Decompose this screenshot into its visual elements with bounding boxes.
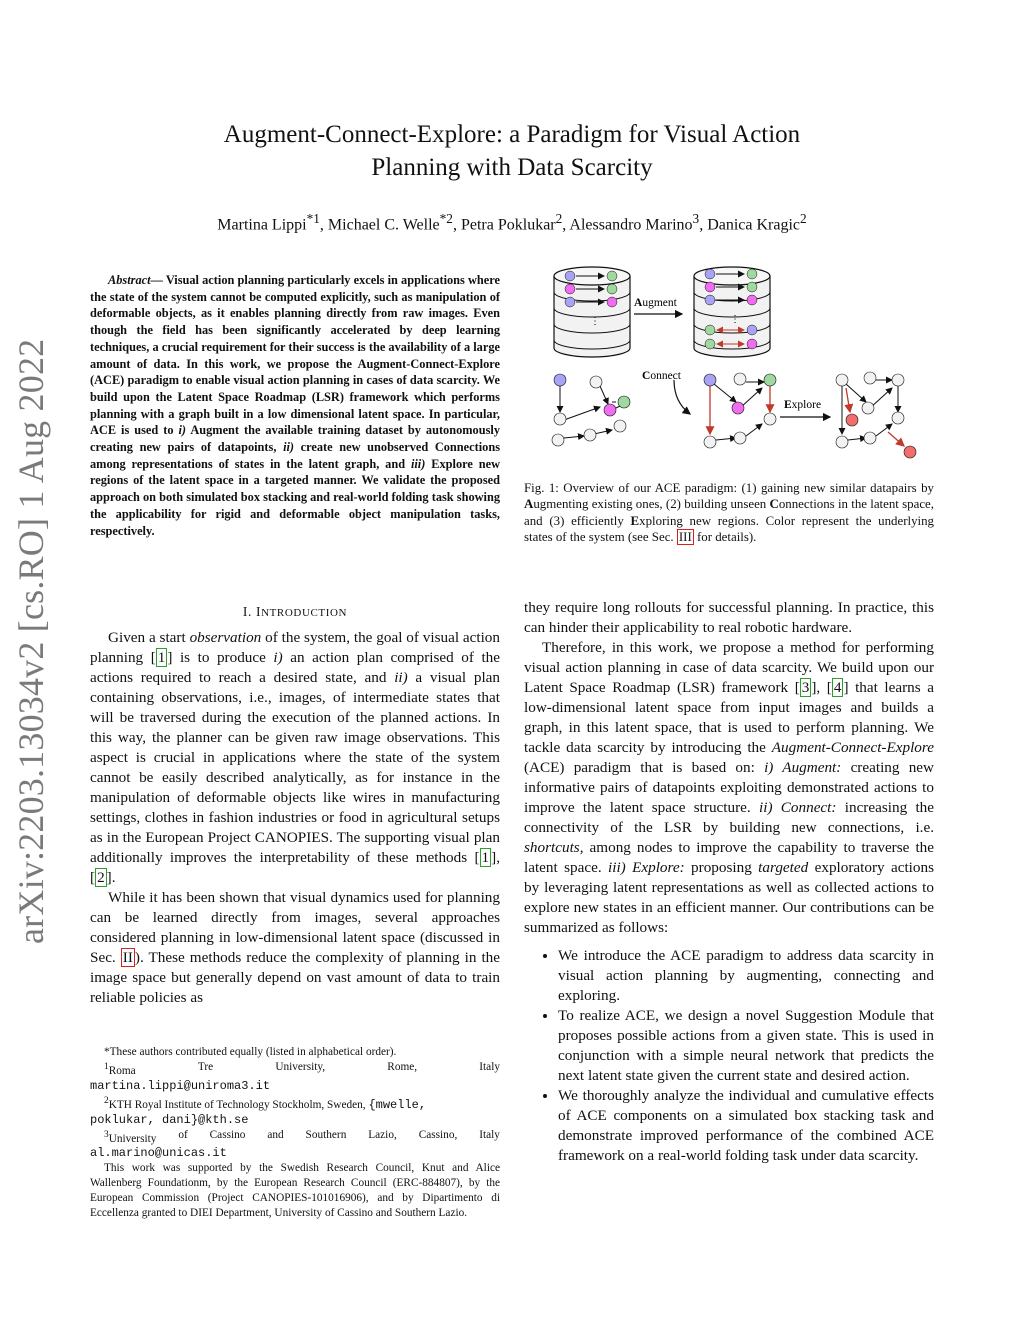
citation-link[interactable]: 3: [801, 679, 810, 696]
svg-text:⋮: ⋮: [730, 314, 740, 325]
author: Petra Poklukar: [460, 216, 556, 234]
connect-arrow: [674, 380, 690, 414]
footnotes: *These authors contributed equally (listed in alphabetical order). $^1$Roma Tre University, Rome, Italy martina.lippi@uniroma3.it $^2$KTH Royal Institute of Technology Stockholm, Sweden, {mwelle, poklukar, dani}@kth.se $^3$University of Cassino and Southern Lazio, Cassino, Italy al.marino@unicas.it This work was supported by the Swedish Research Council, Knut and Alice Wallenberg Foundationm, by the European Research Council (ERC-884807), by the European Commission (Project CANOPIES-101016906), and by Dipartimento di Eccellenza granted to DIEI Department, University of Cassino and Southern Lazio.: [90, 1046, 500, 1220]
section-link[interactable]: III: [678, 530, 692, 545]
abstract: Abstract— Visual action planning particularly excels in applications where the state of the system cannot be computed explicitly, such as manipulation of deformable objects, as it enables planning directly from raw images. Even though the field has been significantly accelerated by deep learning techniques, a crucial requirement for their success is the availability of a large amount of data. In this work, we propose the Augment-Connect-Explore (ACE) paradigm to enable visual action planning in cases of data scarcity. We build upon the Latent Space Roadmap (LSR) framework which performs planning with a graph built in a low dimensional latent space. In particular, ACE is used to i) Augment the available training dataset by autonomously creating new pairs of datapoints, ii) create new unobserved Connections among representations of states in the latent graph, and iii) Explore new regions of the latent space in a targeted manner. We validate the proposed approach on both simulated box stacking and real-world folding task showing the applicability for rigid and deformable object manipulation tasks, respectively.: [90, 273, 500, 538]
citation-link[interactable]: 2: [97, 869, 105, 886]
paper-title: [0, 118, 1024, 184]
section-link[interactable]: II: [122, 949, 133, 966]
email[interactable]: al.marino@unicas.it: [90, 1146, 227, 1161]
list-item: • We thoroughly analyze the individual and cumulative effects of ACE components on a simulated box stacking task and demonstrate improved performance of the combined ACE framework on a real-world folding task under data scarcity.: [558, 1086, 934, 1166]
title-line-2: Planning with Data Scarcity: [371, 154, 653, 181]
list-item: • We introduce the ACE paradigm to address data scarcity in visual action planning by augmenting, connecting and exploring.: [558, 946, 934, 1006]
email[interactable]: poklukar, dani}@kth.se: [90, 1112, 249, 1127]
figure-caption: Fig. 1: Overview of our ACE paradigm: (1) gaining new similar datapairs by Augmenting existing ones, (2) building unseen Connections in the latent space, and (3) efficiently Exploring new regions. Color represent the underlying states of the system (see Sec. III for details).: [524, 481, 934, 545]
svg-text:⋮: ⋮: [590, 316, 600, 327]
arxiv-stamp: arXiv:2203.13034v2 [cs.RO] 1 Aug 2022: [11, 338, 51, 944]
svg-text:Explore: Explore: [784, 399, 822, 411]
paragraph: they require long rollouts for successful planning. In practice, this can hinder their applicability to real robotic hardware.: [524, 599, 934, 636]
latent-graph-original: [552, 374, 630, 446]
abstract-label: Abstract: [108, 273, 151, 287]
paragraph: While it has been shown that visual dynamics used for planning can be learned directly from images, several approaches considered planning in low-dimensional latent space (discussed in Sec. II ). These methods reduce the complexity of planning in the image space but generally depend on vast amount of data to train reliable policies as: [90, 889, 500, 1006]
author: Michael C. Welle: [327, 216, 440, 234]
section-heading-introduction: I. INTRODUCTION: [242, 604, 348, 619]
email[interactable]: martina.lippi@uniroma3.it: [90, 1078, 271, 1093]
title-line-1: Augment-Connect-Explore: a Paradigm for Visual Action: [223, 121, 801, 148]
svg-text:Augment: Augment: [634, 297, 677, 309]
author: Danica Kragic: [707, 216, 801, 234]
database-augmented-icon: [694, 267, 770, 357]
citation-link[interactable]: 4: [833, 679, 842, 696]
author: Alessandro Marino: [569, 216, 693, 234]
paragraph: Given a start observation of the system, the goal of visual action planning [ 1 ] is to produce i) an action plan comprised of the actions required to reach a desired state, and ii) a visual plan containing observations, i.e., images, of intermediate states that will be traversed during the execution of the planned actions. In this way, the planner can be given raw image observations. This aspect is crucial in applications where the state of the system cannot be easily described analytically, as for instance in the manipulation of deformable objects like wires in manufacturing settings, clothes in fashion industries or food in agricultural setups as in the European Project CANOPIES. The supporting visual plan additionally improves the interpretability of these methods [ 1 ], [ 2 ].: [90, 629, 500, 886]
author-list: Martina Lippi$^{*1}$, Michael C. Welle$^{*2}$, Petra Poklukar$^2$, Alessandro Marino$^3$, Danica Kragic$^2$: [217, 211, 807, 234]
contributions-list: [524, 946, 934, 1166]
left-column-body: [90, 628, 500, 1008]
svg-text:Connect: Connect: [642, 370, 681, 382]
figure-ace-overview: [524, 262, 944, 462]
list-item: • To realize ACE, we design a novel Suggestion Module that proposes possible actions from a given state. This is used in conjunction with a simple neural network that predicts the next latent state given the current state and desired action.: [558, 1006, 934, 1086]
email[interactable]: {mwelle,: [368, 1097, 427, 1112]
right-column-body: [524, 598, 934, 1166]
citation-link[interactable]: 1: [157, 649, 166, 666]
paragraph: Therefore, in this work, we propose a method for performing visual action planning in case of data scarcity. We build upon our Latent Space Roadmap (LSR) framework [ 3 ], [ 4 ] that learns a low-dimensional latent space from input images and builds a graph, in this latent space, that is used to perform planning. We tackle data scarcity by introducing the Augment-Connect-Explore (ACE) paradigm that is based on: i) Augment: creating new informative pairs of datapoints exploiting demonstrated actions to improve the latent space structure. ii) Connect: increasing the connectivity of the LSR by building new connections, i.e. shortcuts, among nodes to improve the capability to traverse the latent space. iii) Explore: proposing targeted exploratory actions by leveraging latent representations as well as collected actions to explore new states in an efficient manner. Our contributions can be summarized as follows:: [524, 639, 935, 936]
database-original-icon: [554, 267, 630, 357]
citation-link[interactable]: 1: [481, 849, 490, 866]
author: Martina Lippi: [217, 216, 307, 234]
latent-graph-connected: [704, 373, 776, 448]
latent-graph-explored: [836, 372, 916, 458]
